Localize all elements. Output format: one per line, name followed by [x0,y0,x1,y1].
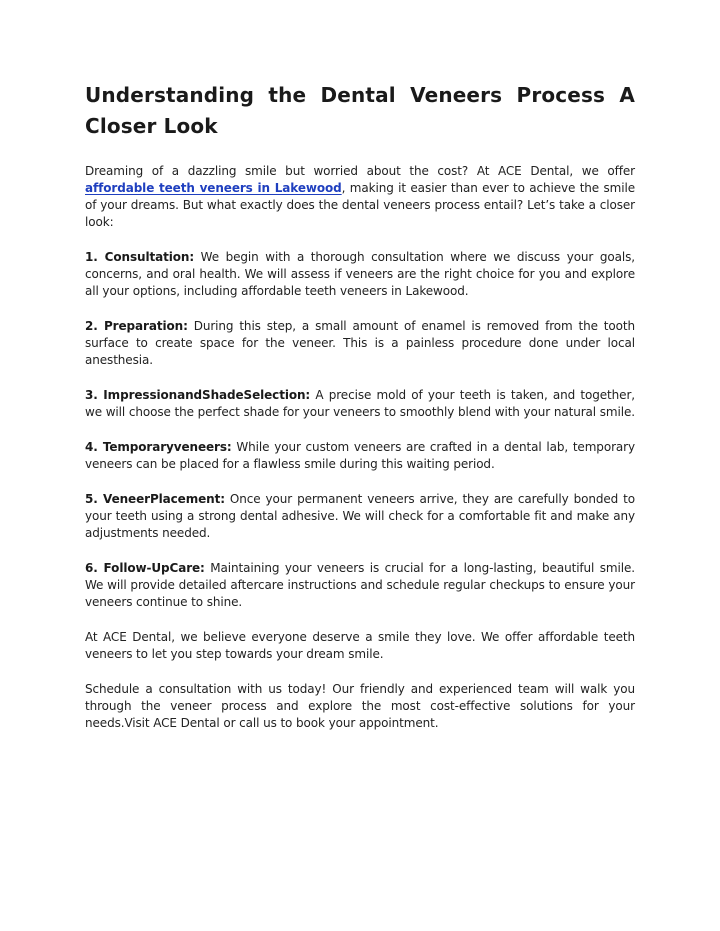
step-preparation [85,318,635,369]
step-consultation [85,249,635,300]
intro-text-after: , making it easier than ever to achieve the smile of your dreams. But what exactly does the dental veneers process entail? Let’s take a closer look: [85,181,635,229]
affordable-veneers-link[interactable]: affordable teeth veneers in Lakewood [85,181,342,195]
step-follow-up-care [85,560,635,611]
step-text: We begin with a thorough consultation where we discuss your goals, concerns, and oral health. We will assess if veneers are the right choice for you and explore all your options, including affordable teeth veneers in Lakewood. [85,250,635,298]
step-impression-shade [85,387,635,421]
step-text: A precise mold of your teeth is taken, and together, we will choose the perfect shade for your veneers to smoothly blend with your natural smile. [85,388,635,419]
step-text: Maintaining your veneers is crucial for a long-lasting, beautiful smile. We will provide detailed aftercare instructions and schedule regular checkups to ensure your veneers continue to shine. [85,561,635,609]
step-heading: 1. Consultation: [85,250,195,264]
step-temporary-veneers [85,439,635,473]
step-heading: 5. VeneerPlacement: [85,492,225,506]
step-text: During this step, a small amount of enamel is removed from the tooth surface to create space for the veneer. This is a painless procedure done under local anesthesia. [85,319,636,367]
intro-text-before: Dreaming of a dazzling smile but worried about the cost? At ACE Dental, we offer [85,164,635,178]
document-page [85,80,635,750]
step-heading: 2. Preparation: [85,319,188,333]
step-heading: 3. ImpressionandShadeSelection: [85,388,311,402]
step-text: While your custom veneers are crafted in a dental lab, temporary veneers can be placed for a flawless smile during this waiting period. [85,440,635,471]
step-text: Once your permanent veneers arrive, they are carefully bonded to your teeth using a strong dental adhesive. We will check for a comfortable fit and make any adjustments needed. [85,492,635,540]
closing-paragraph-2: Schedule a consultation with us today! Our friendly and experienced team will walk you through the veneer process and explore the most cost-effective solutions for your needs.Visit ACE Dental or call us to book your appointment. [85,682,635,730]
step-veneer-placement [85,491,635,542]
closing-paragraph-1: At ACE Dental, we believe everyone deserve a smile they love. We offer affordable teeth veneers to let you step towards your dream smile. [85,630,635,661]
intro-paragraph [85,163,635,231]
page-title: Understanding the Dental Veneers Process A Closer Look [85,83,635,138]
step-heading: 6. Follow-UpCare: [85,561,205,575]
step-heading: 4. Temporaryveneers: [85,440,232,454]
